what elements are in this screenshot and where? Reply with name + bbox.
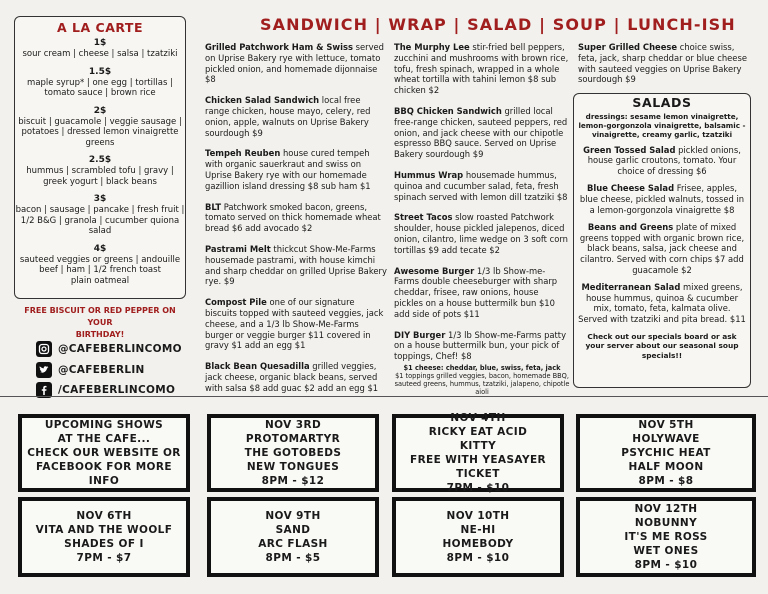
salads-title: SALADS xyxy=(632,95,692,110)
salad-desc: mixed greens, house hummus, quinoa & cucumber mix, tomato, feta, kalmata olive. Served with tzatziki and pita bread. $11 xyxy=(578,282,746,324)
side-items: beef | ham | 1/2 french toast xyxy=(39,265,161,275)
side-items: greek yogurt | black beans xyxy=(43,176,157,187)
menu-item-desc: house cured tempeh with organic sauerkraut and swiss on Uprise Bakery rye with our homemade gazillion island dressing $8 sub ham $1 xyxy=(205,148,371,191)
show-line: RICKY EAT ACID xyxy=(428,426,528,438)
show-box xyxy=(207,414,379,492)
side-items: greens xyxy=(85,137,115,148)
menu-item xyxy=(205,42,387,85)
topping-options: $1 toppings grilled veggies, bacon, homemade BBQ, sauteed greens, hummus, tzatziki, jalapeno, chipotle aioli xyxy=(394,371,570,396)
menu-item-desc: local free range chicken, house mayo, celery, red onion, apple, walnuts on Uprise Bakery sourdough $9 xyxy=(205,95,371,138)
salad-name: Beans and Greens xyxy=(587,222,674,233)
salad-item xyxy=(578,145,746,177)
price-group xyxy=(15,67,185,99)
birthday-note xyxy=(14,305,186,341)
a-la-carte-groups xyxy=(15,38,185,286)
instagram-icon xyxy=(36,341,52,357)
price-tier: 4$ xyxy=(93,243,107,254)
menu-item-desc: grilled veggies, jack cheese, organic black beans, served with salsa $8 add guac $2 add an egg $1 xyxy=(205,361,379,393)
menu-item xyxy=(205,361,387,393)
salad-item xyxy=(578,222,746,275)
show-line: NE-HI xyxy=(460,524,496,536)
show-line: SAND xyxy=(275,524,311,536)
cheese-options: $1 cheese: cheddar, blue, swiss, feta, jack xyxy=(403,363,561,372)
divider xyxy=(0,396,768,397)
show-box xyxy=(18,497,190,577)
birthday-note-line1: FREE BISCUIT OR RED PEPPER ON YOUR xyxy=(24,306,176,327)
menu-item-name: Tempeh Reuben xyxy=(205,148,281,159)
menu-item xyxy=(205,148,387,191)
show-line: 8PM - $10 xyxy=(446,552,510,564)
side-items: plain oatmeal xyxy=(70,275,130,286)
show-line: KITTY xyxy=(459,440,497,452)
instagram-link[interactable] xyxy=(36,341,196,357)
show-line: ARC FLASH xyxy=(258,538,328,550)
a-la-carte-box xyxy=(14,16,186,299)
show-line: FREE WITH YEASAYER TICKET xyxy=(410,454,546,480)
menu-item xyxy=(205,297,387,351)
shows-info-box xyxy=(18,414,190,492)
menu-column-2 xyxy=(394,42,570,396)
birthday-note-line2: BIRTHDAY! xyxy=(75,330,125,339)
price-tier: 2$ xyxy=(93,105,107,116)
menu-item-desc: Patchwork smoked bacon, greens, tomato served on thick homemade wheat bread $6 add avocado $2 xyxy=(205,201,381,234)
diy-burger-options xyxy=(394,364,570,396)
side-items: sour cream | cheese | salsa | tzatziki xyxy=(22,49,178,59)
twitter-icon xyxy=(36,362,52,378)
menu-item xyxy=(205,244,387,287)
menu-item-desc: 1/3 lb Show-me-Farms double cheeseburger with sharp cheddar, frisee, raw onions, house pickles on a house buttermilk bun $10 add side of pots $11 xyxy=(394,265,558,319)
menu-item xyxy=(394,42,570,96)
menu-column-3 xyxy=(578,42,754,95)
show-line: NOV 3RD xyxy=(264,419,322,431)
salad-items xyxy=(578,145,746,325)
show-line: FACEBOOK FOR MORE INFO xyxy=(36,461,172,487)
menu-title: SANDWICH | WRAP | SALAD | SOUP | LUNCH-ISH xyxy=(260,15,736,34)
side-items: potatoes | dressed lemon vinaigrette xyxy=(21,127,179,137)
show-line: PSYCHIC HEAT xyxy=(621,447,711,459)
menu-item-name: Compost Pile xyxy=(205,297,267,308)
price-group xyxy=(15,38,185,60)
show-line: NOV 4TH xyxy=(450,412,506,424)
show-box xyxy=(576,414,756,492)
salad-dressings: dressings: sesame lemon vinaigrette, lemon-gorgonzola vinaigrette, balsamic - vinaigrette, creamy garlic, tzatziki xyxy=(578,111,746,139)
price-tier: 1$ xyxy=(93,38,107,48)
menu-item-name: Street Tacos xyxy=(394,212,453,223)
menu-item-name: Super Grilled Cheese xyxy=(578,42,678,52)
menu-item-name: The Murphy Lee xyxy=(394,42,470,52)
instagram-handle: @CAFEBERLINCOMO xyxy=(58,343,182,355)
twitter-handle: @CAFEBERLIN xyxy=(58,364,145,376)
menu-item xyxy=(394,266,570,320)
price-tier: 1.5$ xyxy=(88,66,112,77)
twitter-link[interactable] xyxy=(36,362,196,378)
show-line: NOV 12TH xyxy=(634,503,698,515)
side-items: sauteed veggies or greens | andouille xyxy=(19,254,181,265)
price-group xyxy=(15,155,185,187)
show-line: NOV 6TH xyxy=(76,510,132,522)
menu-item xyxy=(578,42,754,85)
menu-item-desc: choice swiss, feta, jack, sharp cheddar or blue cheese with sauteed veggies on Uprise Bakery sourdough $9 xyxy=(578,42,747,85)
menu-item-name: Black Bean Quesadilla xyxy=(205,361,310,372)
show-line: NOV 10TH xyxy=(446,510,510,522)
show-line: VITA AND THE WOOLF xyxy=(35,524,173,536)
menu-item-name: Pastrami Melt xyxy=(205,243,271,254)
menu-item-desc: grilled local free-range chicken, sauteed peppers, red onion, and jack cheese with our chipotle espresso BBQ sauce. Served on Uprise Bakery sourdough $9 xyxy=(394,105,568,160)
salad-desc: pickled onions, house garlic croutons, tomato. Your choice of dressing $6 xyxy=(587,144,741,176)
side-items: biscuit | guacamole | veggie sausage | xyxy=(18,116,182,127)
show-line: NOV 9TH xyxy=(265,510,321,522)
salad-name: Blue Cheese Salad xyxy=(587,183,675,194)
menu-item xyxy=(394,170,570,202)
show-line: AT THE CAFE... xyxy=(57,433,151,445)
show-line: NEW TONGUES xyxy=(246,461,340,473)
salads-box xyxy=(573,93,751,388)
side-items: bacon | sausage | pancake | fresh fruit | xyxy=(15,205,185,215)
salad-item xyxy=(578,183,746,215)
menu-item-desc: thickcut Show-Me-Farms housemade pastrami, with house kimchi and sharp cheddar on grilled Uprise Bakery rye. $9 xyxy=(205,243,387,287)
salad-item xyxy=(578,282,746,324)
show-box xyxy=(576,497,756,577)
price-tier: 3$ xyxy=(93,194,107,204)
menu-item-desc: stir-fried bell peppers, zucchini and mushrooms with brown rice, tofu, fresh spinach, wrapped in a whole wheat tortilla with tahini lemon $8 sub chicken $2 xyxy=(394,42,569,96)
menu-item xyxy=(394,212,570,255)
salad-desc: plate of mixed greens topped with organic brown rice, black beans, salsa, jack cheese and cilantro. Served with corn chips $7 add guacamole $2 xyxy=(579,222,745,275)
side-items: salad xyxy=(88,226,112,236)
show-box xyxy=(392,414,564,492)
price-tier: 2.5$ xyxy=(88,155,112,165)
menu-item-name: BLT xyxy=(205,201,222,212)
price-group xyxy=(15,194,185,237)
price-group xyxy=(15,106,185,149)
show-line: PROTOMARTYR xyxy=(245,433,341,445)
menu-item-desc: served on Uprise Bakery rye with lettuce, tomato pickled onion, and homemade dijonnaise $8 xyxy=(205,42,384,85)
menu-item-desc: housemade hummus, quinoa and cucumber salad, feta, fresh spinach served with lemon dill tzatziki $8 xyxy=(394,169,568,202)
show-line: 8PM - $10 xyxy=(634,559,698,571)
menu-item-desc: 1/3 lb Show-me-Farms patty on a house buttermilk bun, your pick of toppings, Chef! $8 xyxy=(394,329,567,362)
salad-desc: Frisee, apples, blue cheese, pickled walnuts, tossed in a lemon-gorgonzola vinaigrette $8 xyxy=(579,183,745,215)
specials-note: Check out our specials board or ask your server about our seasonal soup specials!! xyxy=(585,331,739,360)
show-line: 7PM - $7 xyxy=(76,552,132,564)
price-group xyxy=(15,244,185,287)
side-items: maple syrup* | one egg | tortillas | xyxy=(27,77,173,88)
menu-item-desc: one of our signature biscuits topped with sauteed veggies, jack cheese, and a 1/3 lb Show-Me-Farms burger or veggie burger $11 covered in gravy $1 add an egg $1 xyxy=(205,297,384,351)
menu-column-1 xyxy=(205,42,387,404)
menu-item-name: Awesome Burger xyxy=(394,265,475,276)
a-la-carte-title: A LA CARTE xyxy=(57,20,143,35)
salad-name: Mediterranean Salad xyxy=(581,282,681,293)
show-line: 8PM - $5 xyxy=(265,552,321,564)
show-line: WET ONES xyxy=(633,545,699,557)
menu-item-name: Grilled Patchwork Ham & Swiss xyxy=(205,42,353,52)
menu-item xyxy=(394,330,570,362)
show-line: HOLYWAVE xyxy=(632,433,700,445)
menu-item-desc: slow roasted Patchwork shoulder, house pickled jalepenos, diced onion, cilantro, lime wedge on 3 soft corn tortillas $9 add tecate $2 xyxy=(394,212,568,255)
menu-item xyxy=(205,95,387,138)
show-line: IT'S ME ROSS xyxy=(624,531,708,543)
salad-name: Green Tossed Salad xyxy=(583,144,676,155)
side-items: hummus | scrambled tofu | gravy | xyxy=(26,166,174,176)
show-line: NOBUNNY xyxy=(634,517,698,529)
side-items: 1/2 B&G | granola | cucumber quiona xyxy=(20,215,180,226)
show-line: NOV 5TH xyxy=(638,419,694,431)
menu-item-name: Hummus Wrap xyxy=(394,169,464,180)
show-line: THE GOTOBEDS xyxy=(244,447,342,459)
menu-item-name: Chicken Salad Sandwich xyxy=(205,95,320,106)
show-box xyxy=(207,497,379,577)
show-box xyxy=(392,497,564,577)
show-line: HALF MOON xyxy=(628,461,704,473)
show-line: HOMEBODY xyxy=(442,538,514,550)
show-line: CHECK OUR WEBSITE OR xyxy=(27,447,181,459)
menu-item-name: BBQ Chicken Sandwich xyxy=(394,105,502,116)
show-line: 8PM - $8 xyxy=(638,475,694,487)
show-line: SHADES OF I xyxy=(64,538,144,550)
side-items: tomato sauce | brown rice xyxy=(44,88,156,98)
facebook-handle: /CAFEBERLINCOMO xyxy=(58,384,176,396)
menu-item-name: DIY Burger xyxy=(394,329,446,340)
menu-item xyxy=(205,202,387,234)
show-line: UPCOMING SHOWS xyxy=(44,419,164,431)
show-line: 7PM - $10 xyxy=(446,482,510,494)
show-line: 8PM - $12 xyxy=(261,475,325,487)
menu-item xyxy=(394,106,570,160)
